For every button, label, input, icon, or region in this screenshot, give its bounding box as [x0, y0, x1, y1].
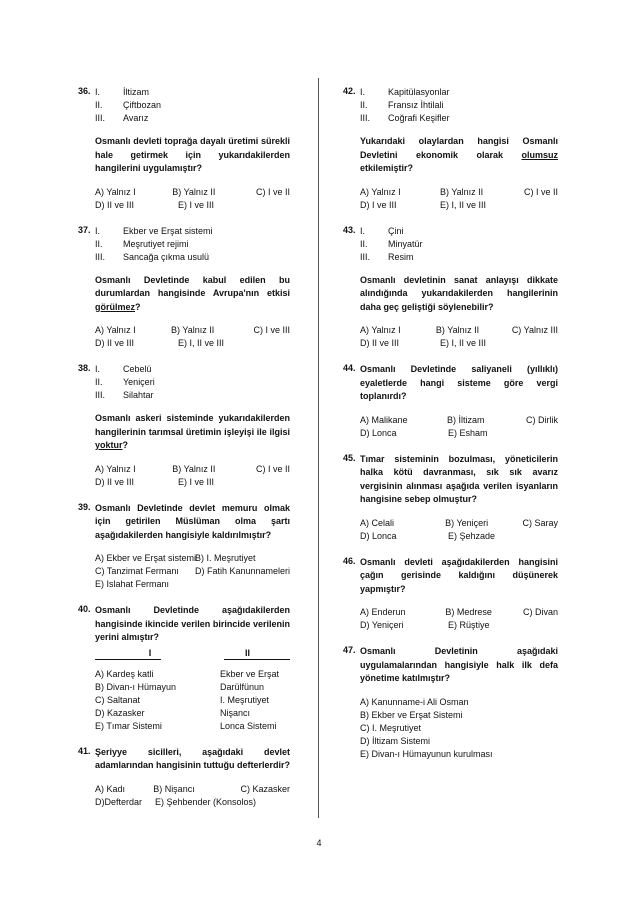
- option-d[interactable]: D) I ve III: [360, 199, 397, 210]
- answer-options: [360, 414, 558, 440]
- answer-options: [95, 783, 290, 809]
- question-number: 44.: [343, 363, 356, 373]
- option-e[interactable]: E) I ve III: [178, 476, 215, 487]
- question-stem: Osmanlı Devletinde devlet memuru olmak için getirilen Müslüman olma şartı aşağıdakilerden hangisiyle kaldırılmıştır?: [95, 502, 290, 540]
- option-b[interactable]: B) Yalnız II: [171, 325, 215, 335]
- question-41: [78, 746, 290, 809]
- option-b[interactable]: B) Nişancı: [153, 783, 195, 794]
- list-item: II. Minyatür: [360, 238, 423, 249]
- option-e[interactable]: E) Esham: [448, 427, 488, 438]
- option-c[interactable]: C) I ve II: [523, 186, 558, 197]
- option-b[interactable]: B) Yeniçeri: [445, 517, 489, 528]
- question-number: 39.: [78, 501, 91, 512]
- option-d[interactable]: D) II ve III: [360, 338, 400, 348]
- option-e[interactable]: E) Tımar Sistemi Lonca Sistemi: [95, 720, 277, 731]
- column-i-header: I: [148, 647, 152, 658]
- answer-options: [360, 324, 558, 350]
- question-stem: Osmanlı devleti toprağa dayalı üretimi sürekli hale getirmek için yukarıdakilerden hangilerini uygulamıştır?: [95, 136, 290, 173]
- option-a[interactable]: A) Ekber ve Erşat sistemi: [95, 553, 197, 563]
- option-a[interactable]: A) Yalnız I: [95, 325, 136, 335]
- list-item: I. İltizam: [95, 87, 150, 97]
- option-c[interactable]: C) I ve II: [255, 186, 290, 197]
- matching-header: [95, 647, 290, 659]
- list-item: I. Kapitülasyonlar: [360, 87, 450, 97]
- option-c[interactable]: C) I ve III: [253, 325, 290, 335]
- answer-options: [360, 517, 558, 543]
- option-a[interactable]: A) Yalnız I: [95, 186, 136, 197]
- question-number: 43.: [343, 224, 356, 235]
- question-stem: Osmanlı devleti aşağıdakilerden hangisini çağın gerisinde kaldığını düşünerek yapmıştır?: [360, 556, 558, 594]
- option-a[interactable]: A) Kanunname-i Ali Osman: [360, 696, 469, 707]
- option-a[interactable]: A) Malikane: [360, 414, 408, 425]
- option-a[interactable]: A) Yalnız I: [95, 463, 136, 474]
- question-stem: Osmanlı Devletinde saliyaneli (yıllıklı) eyaletlerde hangi sisteme göre vergi toplanırdı?: [360, 364, 558, 401]
- left-column: [78, 86, 290, 822]
- question-38: [78, 363, 290, 489]
- divider: [224, 659, 290, 660]
- option-e[interactable]: E) Şehbender (Konsolos): [155, 796, 257, 807]
- option-b[interactable]: B) İltizam: [446, 414, 485, 425]
- list-item: I. Cebelü: [95, 364, 152, 374]
- answer-options: [95, 186, 290, 212]
- question-46: [343, 556, 558, 633]
- answer-options: [95, 463, 290, 489]
- question-stem: Şeriyye sicilleri, aşağıdaki devlet adamlarından hangisinin tuttuğu defterlerdir?: [95, 746, 291, 770]
- question-stem: Osmanlı askeri sisteminde yukarıdakilerden hangilerinin tarımsal üretimin işleyişi ile ilgisi yoktur?: [95, 413, 290, 450]
- question-stem: Osmanlı Devletinin aşağıdaki uygulamalarından hangisiyle halk ilk defa yönetime katılmıştır?: [360, 646, 558, 683]
- option-e[interactable]: E) Divan-ı Hümayunun kurulması: [360, 748, 493, 759]
- option-c[interactable]: C) Saltanat I. Meşrutiyet: [95, 694, 270, 705]
- question-number: 47.: [343, 645, 356, 655]
- question-43: [343, 225, 558, 351]
- list-item: II. Çiftbozan: [95, 100, 162, 110]
- question-stem: Tımar sisteminin bozulması, yöneticilerin halka kötü davranması, sık sık avarız vergisinin alınması aşağıda verilen isyanların hangisine sebep olmuştur?: [360, 453, 558, 504]
- option-c[interactable]: C) Tanzimat Fermanı: [95, 566, 179, 576]
- option-c[interactable]: C) Yalnız III: [511, 325, 558, 335]
- question-number: 38.: [78, 363, 91, 373]
- question-45: [343, 453, 558, 543]
- header-underlines: [95, 659, 290, 660]
- option-b[interactable]: B) Yalnız II: [440, 186, 484, 197]
- question-40: [78, 604, 290, 733]
- question-42: [343, 86, 558, 212]
- option-b[interactable]: B) Yalnız II: [172, 463, 216, 474]
- list-item: I. Ekber ve Erşat sistemi: [95, 225, 213, 236]
- option-c[interactable]: C) I ve II: [255, 463, 290, 474]
- answer-options: [95, 324, 290, 350]
- list-item: III. Resim: [360, 251, 414, 262]
- option-b[interactable]: B) Divan-ı Hümayun Darülfünun: [95, 681, 265, 692]
- option-c[interactable]: C) Kazasker: [240, 783, 290, 794]
- option-c[interactable]: C) Divan: [522, 607, 558, 617]
- option-d[interactable]: D) II ve III: [95, 338, 135, 348]
- answer-options: [95, 552, 290, 591]
- question-number: 36.: [78, 86, 91, 96]
- question-44: [343, 363, 558, 440]
- question-stem: Yukarıdaki olaylardan hangisi Osmanlı Devletini ekonomik olarak olumsuz etkilemiştir?: [360, 136, 558, 173]
- answer-options: [360, 696, 558, 761]
- option-e[interactable]: E) Rüştiye: [448, 620, 490, 630]
- answer-options: [360, 186, 558, 212]
- question-39: [78, 502, 290, 592]
- question-number: 40.: [78, 604, 91, 614]
- question-number: 42.: [343, 86, 356, 96]
- list-item: III. Sancağa çıkma usulü: [95, 251, 210, 262]
- option-e[interactable]: E) I, II ve III: [178, 338, 225, 348]
- question-number: 37.: [78, 224, 91, 235]
- option-e[interactable]: E) I ve III: [178, 199, 215, 210]
- option-b[interactable]: B) Ekber ve Erşat Sistemi: [360, 709, 463, 720]
- option-b[interactable]: B) I. Meşrutiyet: [195, 553, 256, 563]
- list-item: II. Yeniçeri: [95, 377, 155, 387]
- option-b[interactable]: B) Yalnız II: [435, 325, 480, 335]
- option-a[interactable]: A) Kardeş katli Ekber ve Erşat: [95, 668, 280, 679]
- divider: [95, 659, 161, 660]
- column-divider: [318, 78, 319, 818]
- option-d[interactable]: D) Lonca: [360, 530, 397, 541]
- option-e[interactable]: E) Şehzade: [448, 530, 496, 541]
- option-d[interactable]: D)Defterdar: [95, 796, 143, 807]
- option-e[interactable]: E) Islahat Fermanı: [95, 579, 170, 589]
- question-37: [78, 225, 290, 351]
- option-b[interactable]: B) Medrese: [445, 607, 492, 617]
- option-d[interactable]: D) Fatih Kanunnameleri: [194, 566, 290, 576]
- right-column: [343, 86, 558, 774]
- list-item: III. Coğrafi Keşifler: [360, 113, 450, 123]
- option-d[interactable]: D) Lonca: [360, 427, 397, 438]
- option-a[interactable]: A) Celali: [360, 517, 395, 528]
- option-a[interactable]: A) Kadı: [95, 783, 126, 794]
- question-number: 45.: [343, 452, 356, 463]
- option-b[interactable]: B) Yalnız II: [172, 186, 216, 197]
- list-item: III. Silahtar: [95, 390, 154, 400]
- list-item: II. Fransız İhtilali: [360, 100, 444, 110]
- option-d[interactable]: D) Kazasker Nişancı: [95, 707, 251, 718]
- column-ii-header: II: [244, 647, 250, 658]
- list-item: I. Çini: [360, 225, 404, 236]
- question-36: [78, 86, 290, 212]
- question-stem: Osmanlı devletinin sanat anlayışı dikkate alındığında yukarıdakilerden hangilerinin daha geç geliştiği söylenebilir?: [360, 274, 558, 312]
- question-stem: Osmanlı Devletinde kabul edilen bu durumlardan hangisinde Avrupa'nın etkisi görülmez?: [95, 274, 290, 312]
- option-a[interactable]: A) Yalnız I: [360, 186, 401, 197]
- option-c[interactable]: C) Saray: [522, 517, 558, 528]
- option-a[interactable]: A) Yalnız I: [360, 325, 401, 335]
- option-d[interactable]: D) II ve III: [95, 476, 135, 487]
- option-a[interactable]: A) Enderun: [360, 607, 406, 617]
- option-e[interactable]: E) I, II ve III: [440, 199, 487, 210]
- option-d[interactable]: D) II ve III: [95, 199, 135, 210]
- question-47: [343, 645, 558, 761]
- option-d[interactable]: D) İltizam Sistemi: [360, 735, 431, 746]
- question-stem: Osmanlı Devletinde aşağıdakilerden hangisinde ikincide verilen birincide verilenin yerini almıştır?: [95, 605, 290, 642]
- option-e[interactable]: E) I, II ve III: [440, 338, 487, 348]
- answer-options: [360, 606, 558, 632]
- option-c[interactable]: C) I. Meşrutiyet: [360, 722, 422, 733]
- option-d[interactable]: D) Yeniçeri: [360, 620, 404, 630]
- option-c[interactable]: C) Dirlik: [526, 414, 558, 425]
- page-number: 4: [316, 838, 322, 848]
- question-number: 46.: [343, 555, 356, 566]
- list-item: III. Avarız: [95, 113, 149, 123]
- question-number: 41.: [78, 745, 91, 756]
- list-item: II. Meşrutiyet rejimi: [95, 238, 189, 249]
